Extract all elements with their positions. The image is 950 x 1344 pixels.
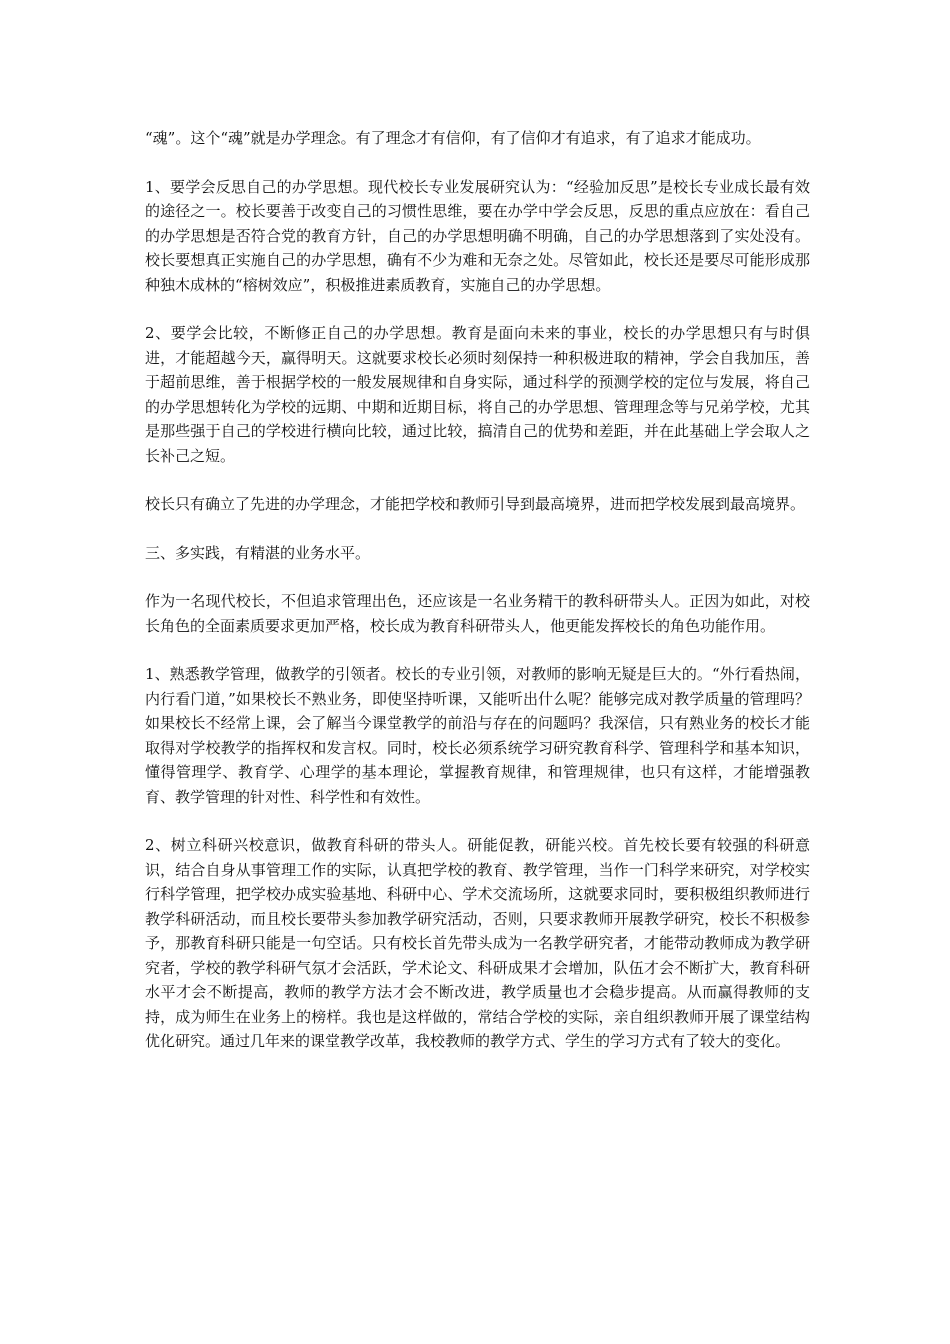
- paragraph-soul-intro: “魂”。这个“魂”就是办学理念。有了理念才有信仰，有了信仰才有追求，有了追求才能成功。: [145, 129, 761, 147]
- paragraph-compare-thinking: 2、要学会比较，不断修正自己的办学思想。教育是面向未来的事业，校长的办学思想只有与时俱进，才能超越今天，赢得明天。这就要求校长必须时刻保持一种积极进取的精神，学会自我加压，善于超前思维，善于根据学校的一般发展规律和自身实际，通过科学的预测学校的定位与发展，将自己的办学思想转化为学校的远期、中期和近期目标，将自己的办学思想、管理理念等与兄弟学校，尤其是那些强于自己的学校进行横向比较，通过比较，搞清自己的优势和差距，并在此基础上学会取人之长补己之短。: [145, 324, 810, 465]
- section-heading-practice: 三、多实践，有精湛的业务水平。: [145, 543, 371, 562]
- paragraph-advanced-philosophy: 校长只有确立了先进的办学理念，才能把学校和教师引导到最高境界，进而把学校发展到最高境界。: [145, 495, 806, 513]
- paragraph-teaching-management: 1、熟悉教学管理，做教学的引领者。校长的专业引领，对教师的影响无疑是巨大的。“外行看热闹，内行看门道，”如果校长不熟业务，即使坚持听课，又能听出什么呢？能够完成对教学质量的管理吗？如果校长不经常上课，会了解当今课堂教学的前沿与存在的问题吗？我深信，只有熟业务的校长才能取得对学校教学的指挥权和发言权。同时，校长必须系统学习研究教育科学、管理科学和基本知识，懂得管理学、教育学、心理学的基本理论，掌握教育规律，和管理规律，也只有这样，才能增强教育、教学管理的针对性、科学性和有效性。: [145, 665, 810, 806]
- document-page: [145, 126, 810, 1078]
- paragraph-reflect-thinking: 1、要学会反思自己的办学思想。现代校长专业发展研究认为：“经验加反思”是校长专业成长最有效的途径之一。校长要善于改变自己的习惯性思维，要在办学中学会反思，反思的重点应放在：看自己的办学思想是否符合党的教育方针，自己的办学思想明确不明确，自己的办学思想落到了实处没有。校长要想真正实施自己的办学思想，确有不少为难和无奈之处。尽管如此，校长还是要尽可能形成那种独木成林的“榕树效应”，积极推进素质教育，实施自己的办学思想。: [145, 177, 810, 294]
- paragraph-research-school: 2、树立科研兴校意识，做教育科研的带头人。研能促教，研能兴校。首先校长要有较强的科研意识，结合自身从事管理工作的实际，认真把学校的教育、教学管理，当作一门科学来研究，对学校实行科学管理，把学校办成实验基地、科研中心、学术交流场所，这就要求同时，要积极组织教师进行教学科研活动，而且校长要带头参加教学研究活动，否则，只要求教师开展教学研究，校长不积极参予，那教育科研只能是一句空话。只有校长首先带头成为一名教学研究者，才能带动教师成为教学研究者，学校的教学科研气氛才会活跃，学术论文、科研成果才会增加，队伍才会不断扩大，教育科研水平才会不断提高，教师的教学方法才会不断改进，教学质量也才会稳步提高。从而赢得教师的支持，成为师生在业务上的榜样。我也是这样做的，常结合学校的实际，亲自组织教师开展了课堂结构优化研究。通过几年来的课堂教学改革，我校教师的教学方式、学生的学习方式有了较大的变化。: [145, 836, 810, 1050]
- paragraph-modern-principal: 作为一名现代校长，不但追求管理出色，还应该是一名业务精干的教科研带头人。正因为如此，对校长角色的全面素质要求更加严格，校长成为教育科研带头人，他更能发挥校长的角色功能作用。: [145, 592, 810, 635]
